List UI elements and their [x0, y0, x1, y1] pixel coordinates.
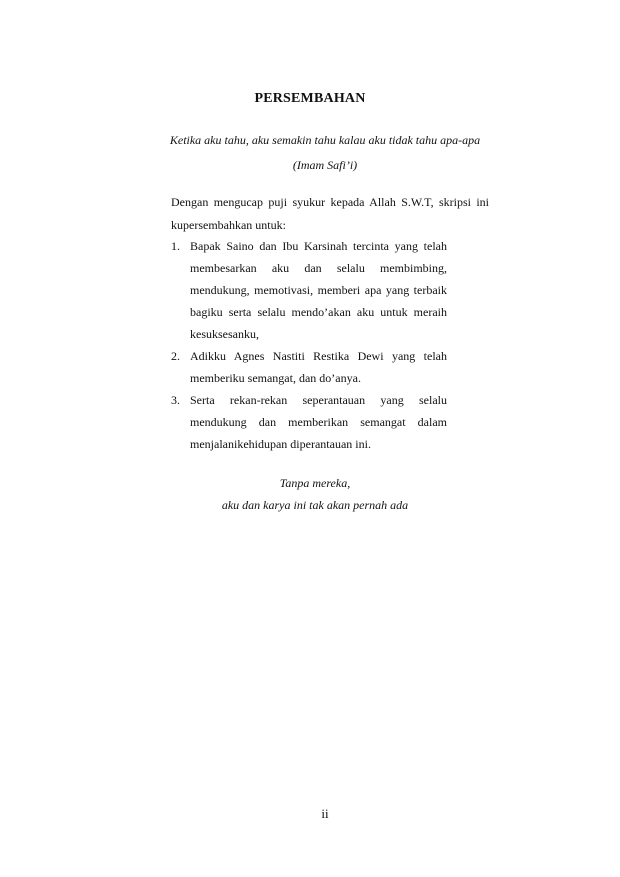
epigraph-author: (Imam Safi’i)	[292, 158, 358, 172]
closing-statement	[0, 472, 620, 516]
closing-line-1: Tanpa mereka,	[279, 476, 351, 490]
dedication-list	[171, 235, 447, 455]
epigraph	[0, 128, 620, 178]
list-item	[171, 235, 447, 345]
epigraph-quote: Ketika aku tahu, aku semakin tahu kalau aku tidak tahu apa-apa	[169, 133, 481, 147]
list-item-number: 1.	[171, 239, 180, 253]
list-item-text: Serta rekan-rekan seperantauan yang selalu mendukung dan memberikan semangat dalam menjalanikehidupan diperantauan ini.	[190, 393, 447, 451]
list-item	[171, 389, 447, 455]
list-item-number: 3.	[171, 393, 180, 407]
list-item	[171, 345, 447, 389]
intro-paragraph: Dengan mengucap puji syukur kepada Allah S.W.T, skripsi ini kupersembahkan untuk:	[171, 195, 489, 232]
page-title: PERSEMBAHAN	[254, 91, 366, 106]
list-item-number: 2.	[171, 349, 180, 363]
page-number: ii	[321, 806, 329, 821]
list-item-text: Adikku Agnes Nastiti Restika Dewi yang telah memberiku semangat, dan do’anya.	[190, 349, 447, 385]
closing-line-2: aku dan karya ini tak akan pernah ada	[221, 498, 409, 512]
list-item-text: Bapak Saino dan Ibu Karsinah tercinta yang telah membesarkan aku dan selalu membimbing, mendukung, memotivasi, memberi apa yang terbaik bagiku serta selalu mendo’akan aku untuk meraih kesuksesanku,	[190, 239, 447, 341]
